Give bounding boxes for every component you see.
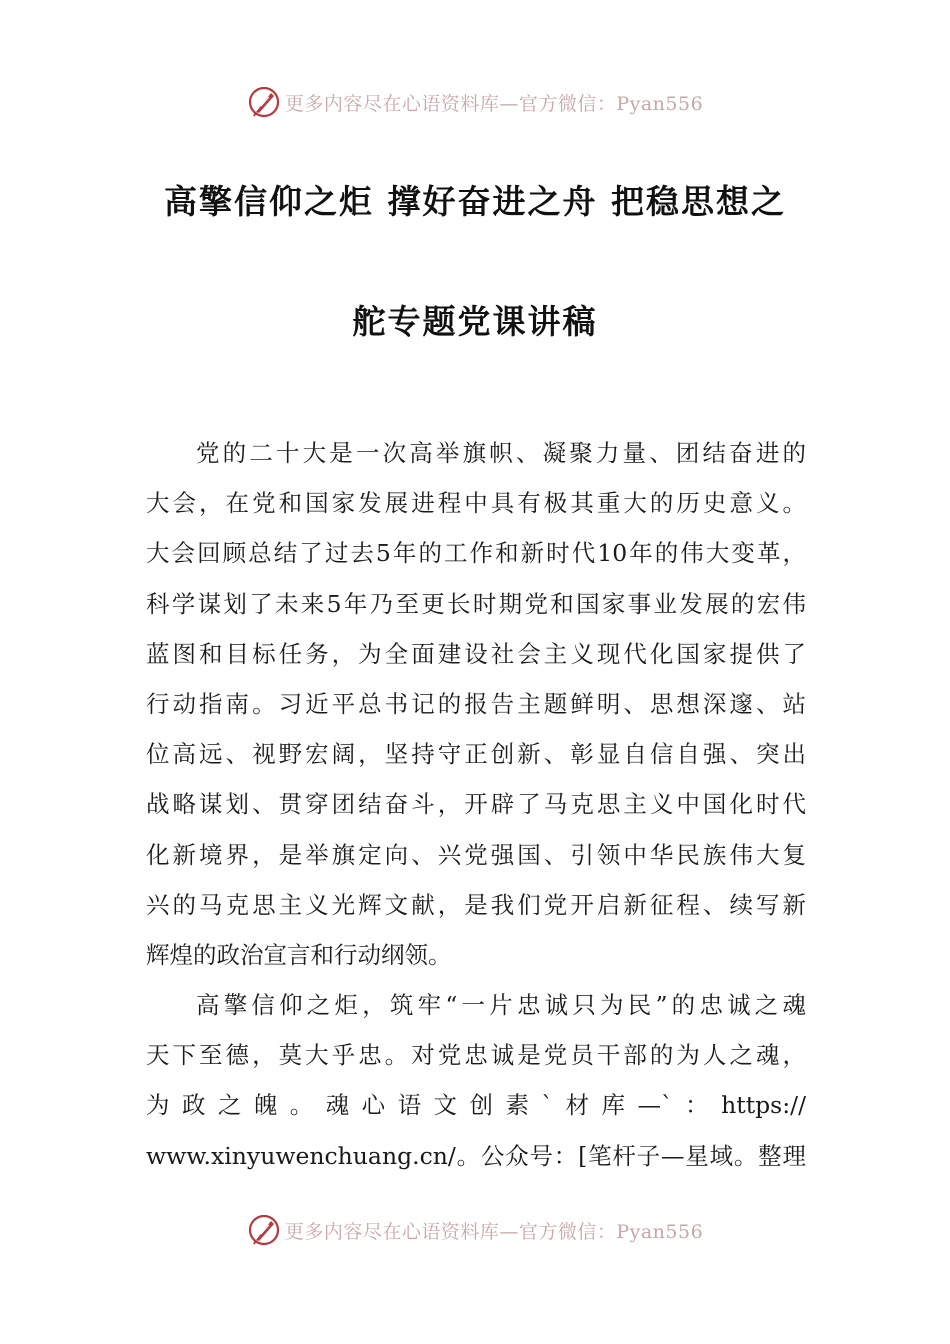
body-line: 位高远、视野宏阔，坚持守正创新、彰显自信自强、突出 [146, 740, 806, 769]
watermark-text: 更多内容尽在心语资料库—官方微信：Pyan556 [284, 1220, 704, 1243]
body-line: 为政之魄。魂心语文创素`材库—`：https:// [146, 1091, 806, 1120]
body-line: 辉煌的政治宣言和行动纲领。 [146, 940, 452, 969]
body-line: 科学谋划了未来5年乃至更长时期党和国家事业发展的宏伟 [146, 589, 806, 618]
body-line: 党的二十大是一次高举旗帜、凝聚力量、团结奋进的 [196, 439, 806, 467]
body-line: www.xinyuwenchuang.cn/。公众号：[笔杆子—星域。整理 [146, 1141, 806, 1170]
quill-pen-logo-icon [247, 85, 281, 119]
body-line: 大会，在党和国家发展进程中具有极其重大的历史意义。 [146, 489, 806, 518]
watermark-banner-bottom [0, 1210, 950, 1250]
document-title-line-2: 舵专题党课讲稿 [352, 302, 598, 341]
watermark-banner-top [0, 82, 950, 122]
watermark-text: 更多内容尽在心语资料库—官方微信：Pyan556 [284, 92, 704, 115]
document-title-line-1: 高擎信仰之炬 撑好奋进之舟 把稳思想之 [164, 182, 786, 221]
quill-pen-logo-icon [247, 1213, 281, 1247]
body-line: 天下至德，莫大乎忠。对党忠诚是党员干部的为人之魂， [146, 1041, 806, 1070]
body-line: 化新境界，是举旗定向、兴党强国、引领中华民族伟大复 [146, 840, 806, 869]
body-line: 大会回顾总结了过去5年的工作和新时代10年的伟大变革， [146, 539, 806, 568]
document-body [146, 428, 806, 1181]
body-line: 蓝图和目标任务，为全面建设社会主义现代化国家提供了 [146, 639, 806, 668]
body-line: 战略谋划、贯穿团结奋斗，开辟了马克思主义中国化时代 [146, 790, 806, 819]
body-line: 高擎信仰之炬，筑牢“一片忠诚只为民”的忠诚之魂 [196, 991, 806, 1020]
body-line: 兴的马克思主义光辉文献，是我们党开启新征程、续写新 [146, 890, 806, 919]
body-line: 行动指南。习近平总书记的报告主题鲜明、思想深邃、站 [146, 689, 806, 718]
